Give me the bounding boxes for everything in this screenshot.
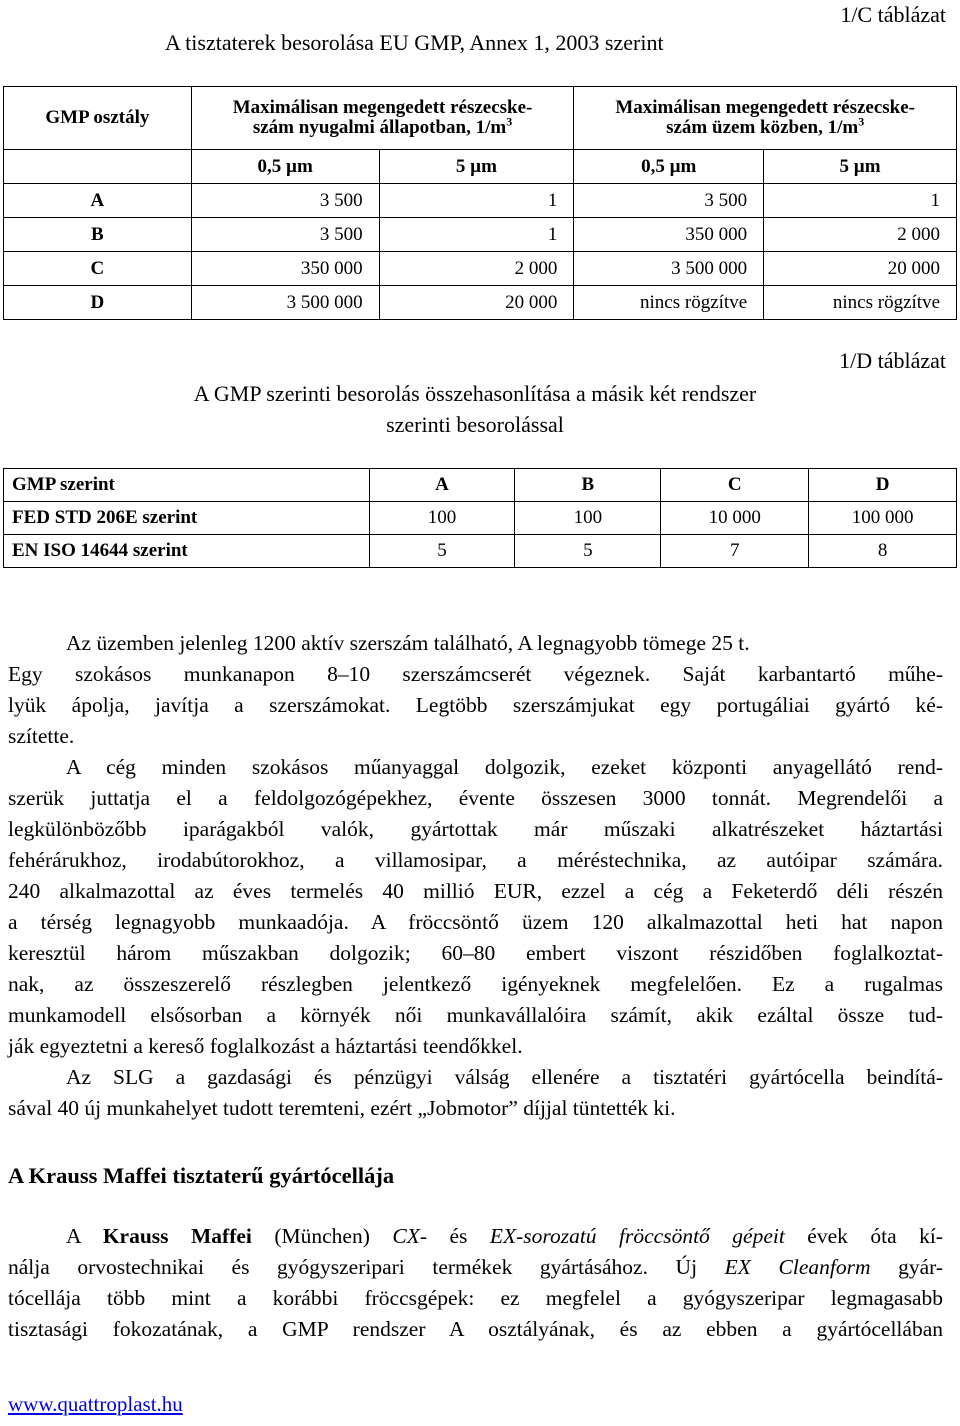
- value-cell: 1: [764, 184, 957, 218]
- col-op-line2: szám üzem közben, 1/m: [666, 117, 859, 138]
- col-class-header: GMP osztály: [4, 87, 192, 150]
- value-cell: 350 000: [191, 252, 379, 286]
- col-rest-header: [191, 87, 574, 150]
- text-line: [8, 1221, 943, 1252]
- row-label-cell: FED STD 206E szerint: [4, 502, 370, 535]
- text-span: CX-: [392, 1224, 427, 1248]
- size-cell: 0,5 µm: [574, 150, 764, 184]
- text-line: 240 alkalmazottal az éves termelés 40 millió EUR, ezzel a cég a Feketerdő déli részén: [8, 879, 943, 903]
- text-line: [8, 1252, 943, 1283]
- text-span: nálja orvostechnikai és gyógyszeripari termékek gyártásához. Új: [8, 1255, 725, 1279]
- text-line: szítette.: [8, 724, 75, 748]
- value-cell: 100: [369, 502, 515, 535]
- value-cell: nincs rögzítve: [764, 286, 957, 320]
- table-row: [4, 252, 957, 286]
- text-line: szerük juttatja el a feldolgozógépekhez, évente összesen 3000 tonnát. Megrendelői a: [8, 786, 943, 810]
- table-row: [4, 535, 957, 568]
- value-cell: 7: [661, 535, 809, 568]
- table-d-label: 1/D táblázat: [839, 348, 946, 373]
- value-cell: 8: [809, 535, 957, 568]
- product-name: EX Cleanform: [724, 1255, 871, 1279]
- size-cell: 5 µm: [764, 150, 957, 184]
- row-label-cell: EN ISO 14644 szerint: [4, 535, 370, 568]
- text-line: tócellája több mint a korábbi fröccsgépek: ez megfelel a gyógyszeripar legmagasabb: [8, 1286, 943, 1310]
- text-line: nak, az összeszerelő részlegben jelentkező igényeknek megfelelően. Ez a rugalmas: [8, 972, 943, 996]
- value-cell: 2 000: [764, 218, 957, 252]
- body-paragraphs: [8, 628, 943, 1124]
- size-cell: 0,5 µm: [191, 150, 379, 184]
- value-cell: 5: [369, 535, 515, 568]
- value-cell: 3 500: [191, 218, 379, 252]
- text-line: legkülönbözőbb iparágakból valók, gyártottak már műszaki alkatrészeket háztartási: [8, 817, 943, 841]
- value-cell: 3 500: [191, 184, 379, 218]
- table-c-label: 1/C táblázat: [840, 2, 946, 27]
- header-cell: A: [369, 469, 515, 502]
- value-cell: 350 000: [574, 218, 764, 252]
- table-d-title-line1: A GMP szerinti besorolás összehasonlítása a másik két rendszer: [193, 381, 757, 406]
- text-span: és: [427, 1224, 490, 1248]
- header-cell: GMP szerint: [4, 469, 370, 502]
- class-cell: A: [4, 184, 192, 218]
- table-row: [4, 218, 957, 252]
- footer-website-link[interactable]: www.quattroplast.hu: [8, 1392, 183, 1416]
- table-row: [4, 469, 957, 502]
- table-row: [4, 502, 957, 535]
- text-line: fehérárukhoz, irodabútorokhoz, a villamosipar, a méréstechnika, az autóipar számára.: [8, 848, 943, 872]
- text-span: (München): [251, 1224, 393, 1248]
- table-d: [3, 468, 957, 568]
- text-line: tisztasági fokozatának, a GMP rendszer A osztályának, és az ebben a gyártócellában: [8, 1317, 943, 1341]
- section-heading: A Krauss Maffei tisztaterű gyártócellája: [8, 1163, 395, 1188]
- table-c-title: A tisztaterek besorolása EU GMP, Annex 1, 2003 szerint: [165, 30, 664, 55]
- text-span: gyár-: [870, 1255, 943, 1279]
- value-cell: 3 500 000: [574, 252, 764, 286]
- table-row: [4, 286, 957, 320]
- text-span: EX-sorozatú fröccsöntő gépeit: [489, 1224, 785, 1248]
- text-line: a térség legnagyobb munkaadója. A fröccsöntő üzem 120 alkalmazottal heti hat napon: [8, 910, 943, 934]
- table-row: [4, 184, 957, 218]
- class-cell: C: [4, 252, 192, 286]
- value-cell: 5: [515, 535, 661, 568]
- value-cell: 100: [515, 502, 661, 535]
- size-cell: 5 µm: [379, 150, 574, 184]
- col-op-header: [574, 87, 957, 150]
- value-cell: nincs rögzítve: [574, 286, 764, 320]
- col-rest-line2: szám nyugalmi állapotban, 1/m: [252, 117, 507, 138]
- header-cell: C: [661, 469, 809, 502]
- text-line: A cég minden szokásos műanyaggal dolgozik, ezeket központi anyagellátó rend-: [66, 755, 943, 779]
- header-cell: B: [515, 469, 661, 502]
- value-cell: 1: [379, 184, 574, 218]
- text-line: munkamodell elsősorban a környék női munkavállalóira számít, akik ezáltal össze tud-: [8, 1003, 943, 1027]
- value-cell: 100 000: [809, 502, 957, 535]
- value-cell: 20 000: [379, 286, 574, 320]
- sup: 3: [506, 114, 513, 129]
- value-cell: 1: [379, 218, 574, 252]
- text-line: sával 40 új munkahelyet tudott teremteni, ezért „Jobmotor” díjjal tüntették ki.: [8, 1096, 676, 1120]
- text-line: keresztül három műszakban dolgozik; 60–80 embert viszont részidőben foglalkoztat-: [8, 941, 943, 965]
- text-line: Egy szokásos munkanapon 8–10 szerszámcserét végeznek. Saját karbantartó műhe-: [8, 662, 943, 686]
- table-d-title-line2: szerinti besorolással: [386, 412, 564, 437]
- text-span: évek óta kí-: [784, 1224, 943, 1248]
- value-cell: 2 000: [379, 252, 574, 286]
- text-line: lyük ápolja, javítja a szerszámokat. Legtöbb szerszámjukat egy portugáliai gyártó ké-: [8, 693, 943, 717]
- header-cell: D: [809, 469, 957, 502]
- empty-cell: [4, 150, 192, 184]
- text-line: ják egyeztetni a kereső foglalkozást a háztartási teendőkkel.: [8, 1034, 523, 1058]
- text-line: Az üzemben jelenleg 1200 aktív szerszám található, A legnagyobb tömege 25 t.: [66, 631, 750, 655]
- table-d-title: [100, 378, 850, 440]
- class-cell: D: [4, 286, 192, 320]
- sup: 3: [858, 114, 865, 129]
- table-c: [3, 86, 957, 320]
- value-cell: 3 500: [574, 184, 764, 218]
- col-rest-line1: Maximálisan megengedett részecske-: [232, 97, 533, 118]
- value-cell: 20 000: [764, 252, 957, 286]
- col-op-line1: Maximálisan megengedett részecske-: [615, 97, 915, 118]
- class-cell: B: [4, 218, 192, 252]
- value-cell: 3 500 000: [191, 286, 379, 320]
- table-row: [4, 87, 957, 150]
- table-row: [4, 150, 957, 184]
- value-cell: 10 000: [661, 502, 809, 535]
- company-name: Krauss Maffei: [102, 1224, 252, 1248]
- text-span: A: [66, 1224, 103, 1248]
- text-line: Az SLG a gazdasági és pénzügyi válság ellenére a tisztatéri gyártócella beindítá-: [66, 1065, 943, 1089]
- krauss-paragraph: [8, 1221, 943, 1345]
